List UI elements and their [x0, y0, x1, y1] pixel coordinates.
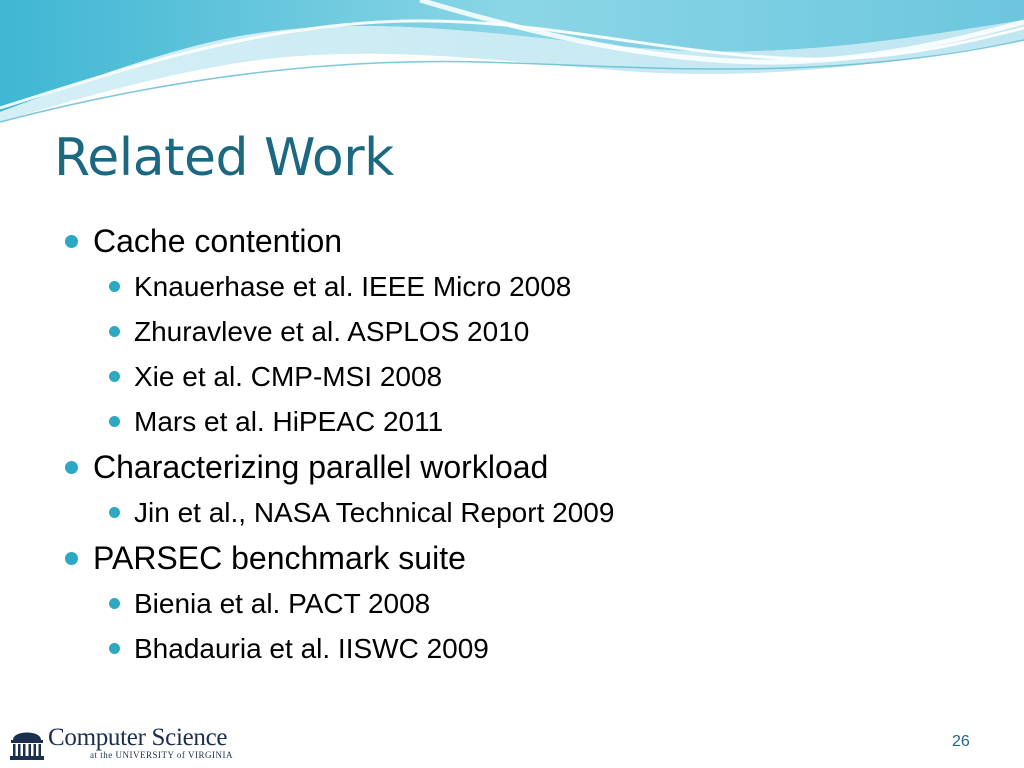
uva-cs-logo — [10, 722, 250, 762]
sub-bullet-text: Zhuravleve et al. ASPLOS 2010 — [134, 316, 530, 347]
sub-bullet-text: Bienia et al. PACT 2008 — [134, 588, 431, 619]
bullet-dot-icon — [109, 326, 120, 337]
bullet-item — [0, 444, 1024, 490]
rotunda-icon — [10, 724, 44, 760]
logo-subtitle: at the UNIVERSITY of VIRGINIA — [90, 750, 233, 760]
header-wave-decoration — [0, 0, 1024, 140]
sub-bullet-item — [0, 581, 1024, 626]
bullet-list — [0, 218, 1024, 671]
slide-title: Related Work — [54, 128, 394, 188]
bullet-dot-icon — [109, 416, 120, 427]
sub-bullet-text: Bhadauria et al. IISWC 2009 — [134, 633, 489, 664]
sub-bullet-item — [0, 399, 1024, 444]
bullet-dot-icon — [109, 643, 120, 654]
sub-bullet-text: Knauerhase et al. IEEE Micro 2008 — [134, 271, 572, 302]
logo-title: Computer Science — [48, 724, 228, 751]
bullet-item — [0, 535, 1024, 581]
bullet-text: PARSEC benchmark suite — [93, 540, 466, 576]
bullet-text: Cache contention — [93, 223, 343, 259]
bullet-dot-icon — [109, 507, 120, 518]
sub-bullet-item — [0, 490, 1024, 535]
sub-bullet-item — [0, 354, 1024, 399]
sub-bullet-text: Xie et al. CMP-MSI 2008 — [134, 361, 443, 392]
bullet-dot-icon — [65, 235, 78, 248]
page-number: 26 — [952, 733, 970, 750]
bullet-dot-icon — [109, 598, 120, 609]
bullet-text: Characterizing parallel workload — [93, 449, 549, 485]
bullet-dot-icon — [65, 461, 78, 474]
sub-bullet-item — [0, 626, 1024, 671]
sub-bullet-text: Mars et al. HiPEAC 2011 — [134, 406, 444, 437]
bullet-dot-icon — [109, 281, 120, 292]
sub-bullet-item — [0, 309, 1024, 354]
bullet-dot-icon — [109, 371, 120, 382]
sub-bullet-item — [0, 264, 1024, 309]
bullet-dot-icon — [65, 552, 78, 565]
sub-bullet-text: Jin et al., NASA Technical Report 2009 — [134, 497, 615, 528]
bullet-item — [0, 218, 1024, 264]
